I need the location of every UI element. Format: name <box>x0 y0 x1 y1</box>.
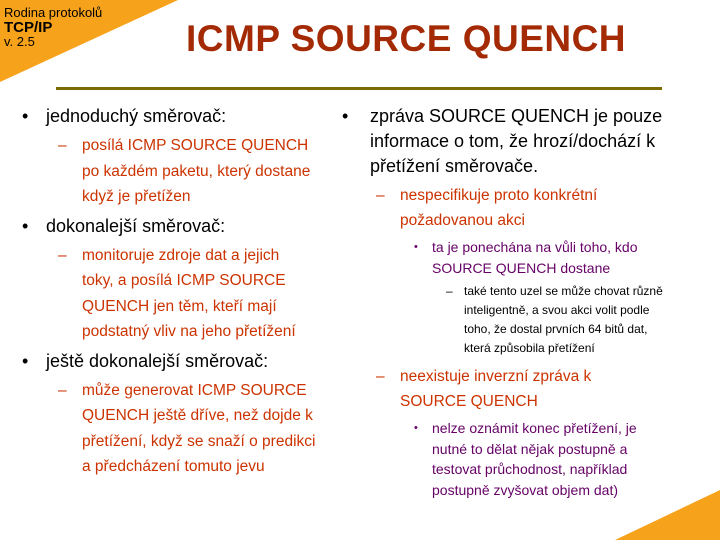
text-line: QUENCH ještě dříve, než dojde k <box>82 407 313 424</box>
series-line-1: Rodina protokolů <box>4 5 103 20</box>
text-line: také tento uzel se může chovat různě <box>464 284 663 298</box>
dash-icon: – <box>376 368 385 385</box>
text-line: ta je ponechána na vůli toho, kdo <box>432 239 638 255</box>
text-line: která způsobila přetížení <box>464 341 595 355</box>
sub-bullet-simple-router <box>20 133 350 210</box>
dash-icon: – <box>58 246 67 264</box>
bullet-dot-icon: • <box>22 215 29 236</box>
text-line: přetížení směrovače. <box>370 156 539 176</box>
dash-icon: – <box>58 137 67 154</box>
bullet-dot-icon: • <box>414 241 418 253</box>
text-line: nelze oznámit konec přetížení, je <box>432 420 637 436</box>
text-line: požadovanou akci <box>400 212 525 229</box>
text-line: inteligentně, a svou akci volit podle <box>464 303 650 317</box>
text-line: toky, a posílá ICMP SOURCE <box>82 272 286 289</box>
text-line: zpráva SOURCE QUENCH je pouze <box>370 106 663 126</box>
bullet-dot-icon: • <box>414 422 418 434</box>
text-line: testovat průchodnost, například <box>432 461 628 477</box>
text-line: nespecifikuje proto konkrétní <box>400 187 598 204</box>
page-title: ICMP SOURCE QUENCH <box>186 18 627 59</box>
bullet-dot-icon: • <box>22 106 29 126</box>
series-version: v. 2.5 <box>4 34 35 50</box>
text-line: SOURCE QUENCH dostane <box>432 259 611 276</box>
bullet-dot-icon: • <box>22 350 29 371</box>
right-column <box>342 104 702 504</box>
text-line: může generovat ICMP SOURCE <box>82 381 307 399</box>
dash-icon: – <box>376 187 385 204</box>
bullet-best-router <box>20 349 350 374</box>
text-line: toho, že dostal prvních 64 bitů dat, <box>464 322 648 336</box>
text-line: monitoruje zdroje dat a jejich <box>82 246 280 264</box>
text-line: SOURCE QUENCH <box>400 393 538 410</box>
text-line: podstatný vliv na jeho přetížení <box>82 323 296 340</box>
sub-bullet-best-router <box>20 378 350 480</box>
text-line: QUENCH jen těm, kteří mají <box>82 297 277 315</box>
sub-bullet-better-router <box>20 243 350 345</box>
text-line: přetížení, když se snaží o predikci <box>82 432 316 450</box>
text-line: a předcházení tomuto jevu <box>82 458 265 475</box>
text-line: postupně zvyšovat objem dat) <box>432 481 618 498</box>
level4-bullet-node-behaviour <box>342 282 702 358</box>
bullet-text: jednoduchý směrovač: <box>46 106 227 126</box>
text-line: posílá ICMP SOURCE QUENCH <box>82 137 309 154</box>
sub-bullet-no-action <box>342 183 702 233</box>
bullet-text: ještě dokonalejší směrovač: <box>46 350 269 371</box>
text-line: nutné to dělat nějak postupně a <box>432 440 628 457</box>
series-label <box>4 6 102 49</box>
bullet-dot-icon: • <box>342 106 349 126</box>
title-divider <box>56 87 662 90</box>
left-column <box>20 104 350 484</box>
sub-sub-bullet-end-congestion <box>342 418 702 500</box>
text-line: když je přetížen <box>82 188 191 205</box>
bullet-simple-router <box>20 104 350 129</box>
sub-sub-bullet-receiver <box>342 237 702 278</box>
bullet-text: dokonalejší směrovač: <box>46 215 226 236</box>
text-line: neexistuje inverzní zpráva k <box>400 368 592 385</box>
dash-icon: – <box>58 381 67 399</box>
series-line-2: TCP/IP <box>4 18 53 36</box>
bullet-message-info <box>342 104 702 179</box>
text-line: po každém paketu, který dostane <box>82 162 311 180</box>
sub-bullet-no-inverse <box>342 364 702 414</box>
bullet-better-router <box>20 214 350 239</box>
text-line: informace o tom, že hrozí/dochází k <box>370 131 656 151</box>
dash-icon: – <box>446 284 453 298</box>
